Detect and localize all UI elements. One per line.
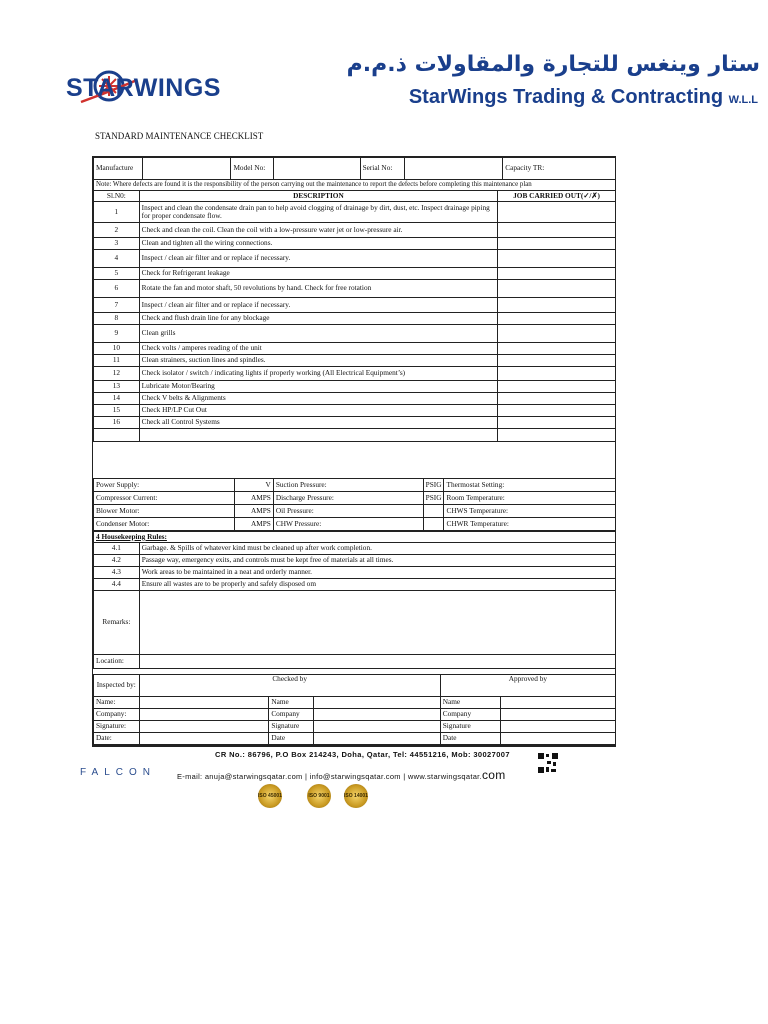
checked-by-label: Checked by [139, 675, 440, 697]
task-row [94, 313, 616, 325]
task-number: 13 [94, 381, 140, 393]
task-number: 16 [94, 417, 140, 429]
housekeeping-table [93, 531, 616, 669]
col-job-header: JOB CARRIED OUT(✓/✗) [498, 191, 616, 202]
rule-text: Work areas to be maintained in a neat and orderly manner. [139, 567, 615, 579]
signoff-row [94, 733, 616, 745]
task-number: 12 [94, 367, 140, 381]
inspected-field-label: Company: [94, 709, 140, 721]
task-row [94, 202, 616, 223]
task-job-checkbox[interactable] [498, 355, 616, 367]
reading-label-3: CHWS Temperature: [444, 505, 616, 518]
reading-unit: AMPS [235, 505, 274, 518]
housekeeping-row [94, 555, 616, 567]
iso-badge-icon: ISO 45001 [258, 784, 282, 808]
task-job-checkbox[interactable] [498, 405, 616, 417]
inspected-field-label: Name: [94, 697, 140, 709]
website-tld[interactable]: com [481, 768, 506, 782]
checked-field-label: Signature [269, 721, 314, 733]
task-description: Rotate the fan and motor shaft, 50 revolutions by hand. Check for free rotation [139, 280, 497, 298]
reading-label-3: Thermostat Setting: [444, 479, 616, 492]
company-name-main: StarWings Trading & Contracting [408, 86, 724, 108]
email-link-1[interactable]: anuja@starwingsqatar.com [204, 772, 303, 781]
signoff-row [94, 697, 616, 709]
email-label: E-mail: [177, 772, 205, 781]
footer-contact [177, 768, 506, 782]
task-number: 4 [94, 250, 140, 268]
task-description: Check for Refrigerant leakage [139, 268, 497, 280]
rule-number: 4.4 [94, 579, 140, 591]
task-number: 6 [94, 280, 140, 298]
task-job-checkbox[interactable] [498, 250, 616, 268]
reading-label: Power Supply: [94, 479, 235, 492]
equipment-info-table [93, 157, 616, 191]
reading-unit-2 [423, 518, 444, 531]
task-row [94, 223, 616, 238]
signoff-row [94, 721, 616, 733]
reading-label: Condenser Motor: [94, 518, 235, 531]
reading-label-2: Oil Pressure: [273, 505, 423, 518]
blank-cell [139, 429, 497, 442]
location-label: Location: [94, 655, 140, 669]
serial-label: Serial No: [360, 158, 404, 180]
location-field[interactable] [139, 655, 615, 669]
approved-field[interactable] [500, 721, 615, 733]
task-row [94, 355, 616, 367]
checked-field[interactable] [313, 709, 440, 721]
inspected-field[interactable] [139, 721, 269, 733]
model-label: Model No: [231, 158, 273, 180]
reading-unit: V [235, 479, 274, 492]
reading-unit: AMPS [235, 518, 274, 531]
task-description: Inspect / clean air filter and or replace if necessary. [139, 250, 497, 268]
footer-divider [92, 746, 616, 747]
checked-field[interactable] [313, 733, 440, 745]
task-number: 3 [94, 238, 140, 250]
task-row [94, 393, 616, 405]
task-job-checkbox[interactable] [498, 325, 616, 343]
checked-field-label: Name [269, 697, 314, 709]
footer-separator: | [302, 772, 310, 781]
reading-unit-2: PSIG [423, 479, 444, 492]
housekeeping-row [94, 579, 616, 591]
task-job-checkbox[interactable] [498, 238, 616, 250]
task-job-checkbox[interactable] [498, 298, 616, 313]
reading-row [94, 479, 616, 492]
task-job-checkbox[interactable] [498, 313, 616, 325]
reading-unit: AMPS [235, 492, 274, 505]
task-description: Clean and tighten all the wiring connections. [139, 238, 497, 250]
reading-row [94, 518, 616, 531]
task-description: Check HP/LP Cut Out [139, 405, 497, 417]
approved-field[interactable] [500, 697, 615, 709]
task-description: Inspect / clean air filter and or replace if necessary. [139, 298, 497, 313]
task-number: 15 [94, 405, 140, 417]
signoff-row [94, 709, 616, 721]
company-name-english [409, 86, 758, 109]
task-row [94, 280, 616, 298]
inspected-by-label: Inspected by: [94, 675, 140, 697]
inspected-field-label: Signature: [94, 721, 140, 733]
reading-unit-2: PSIG [423, 492, 444, 505]
falcon-logo: FALCON [80, 767, 157, 778]
readings-table [93, 478, 616, 531]
qr-code-icon [537, 752, 559, 774]
reading-label: Blower Motor: [94, 505, 235, 518]
task-row [94, 325, 616, 343]
blank-cell [498, 429, 616, 442]
reading-label-2: Discharge Pressure: [273, 492, 423, 505]
task-row [94, 417, 616, 429]
task-number: 2 [94, 223, 140, 238]
col-sl-header: Sl.N0: [94, 191, 140, 202]
task-row [94, 367, 616, 381]
note-text: Note: Where defects are found it is the responsibility of the person carrying out the maintenance to report the defects before completing this maintenance plan [94, 180, 616, 191]
inspected-field[interactable] [139, 733, 269, 745]
task-number: 1 [94, 202, 140, 223]
reading-label-2: CHW Pressure: [273, 518, 423, 531]
document-title: STANDARD MAINTENANCE CHECKLIST [95, 131, 264, 141]
reading-row [94, 492, 616, 505]
company-name-suffix: W.L.L [728, 94, 758, 106]
task-description: Check V belts & Alignments [139, 393, 497, 405]
housekeeping-title: 4 Housekeeping Rules: [94, 532, 616, 543]
task-job-checkbox[interactable] [498, 367, 616, 381]
task-row [94, 381, 616, 393]
task-number: 10 [94, 343, 140, 355]
task-description: Check isolator / switch / indicating lights if properly working (All Electrical Equipment’s) [139, 367, 497, 381]
company-name-arabic: ستار وينغس للتجارة والمقاولات ذ.م.م [346, 52, 760, 77]
task-description: Clean strainers, suction lines and spindles. [139, 355, 497, 367]
task-job-checkbox[interactable] [498, 268, 616, 280]
rule-number: 4.2 [94, 555, 140, 567]
task-number: 11 [94, 355, 140, 367]
task-description: Inspect and clean the condensate drain pan to help avoid clogging of drainage by dirt, dust, etc. Inspect drainage piping for proper condensate flow. [139, 202, 497, 223]
email-link-2[interactable]: info@starwingsqatar.com [309, 772, 401, 781]
rule-text: Passage way, emergency exits, and controls must be kept free of materials at all times. [139, 555, 615, 567]
task-number: 7 [94, 298, 140, 313]
task-job-checkbox[interactable] [498, 393, 616, 405]
task-job-checkbox[interactable] [498, 223, 616, 238]
task-description: Check all Control Systems [139, 417, 497, 429]
checked-field-label: Company [269, 709, 314, 721]
task-number: 8 [94, 313, 140, 325]
checked-field[interactable] [313, 697, 440, 709]
task-row [94, 238, 616, 250]
approved-field[interactable] [500, 709, 615, 721]
rule-number: 4.3 [94, 567, 140, 579]
iso-badge-icon: ISO 14001 [344, 784, 368, 808]
inspected-field[interactable] [139, 709, 269, 721]
checked-field[interactable] [313, 721, 440, 733]
rule-text: Ensure all wastes are to be properly and safely disposed om [139, 579, 615, 591]
task-job-checkbox[interactable] [498, 280, 616, 298]
remarks-label: Remarks: [94, 591, 140, 655]
reading-row [94, 505, 616, 518]
task-description: Check and clean the coil. Clean the coil with a low-pressure water jet or low-pressure air. [139, 223, 497, 238]
capacity-label: Capacity TR: [503, 158, 616, 180]
model-field[interactable] [273, 158, 360, 180]
reading-label-3: Room Temperature: [444, 492, 616, 505]
reading-label-2: Suction Pressure: [273, 479, 423, 492]
task-job-checkbox[interactable] [498, 202, 616, 223]
inspected-field[interactable] [139, 697, 269, 709]
task-number: 9 [94, 325, 140, 343]
logo-wordmark: STARWINGS [66, 74, 221, 102]
approved-field-label: Company [440, 709, 500, 721]
rule-number: 4.1 [94, 543, 140, 555]
blank-cell [94, 429, 140, 442]
checked-field-label: Date [269, 733, 314, 745]
website-link[interactable]: www.starwingsqatar. [407, 772, 482, 781]
serial-field[interactable] [404, 158, 502, 180]
task-row [94, 250, 616, 268]
reading-label-3: CHWR Temperature: [444, 518, 616, 531]
footer-company-info: CR No.: 86796, P.O Box 214243, Doha, Qatar, Tel: 44551216, Mob: 30027007 [215, 750, 510, 759]
reading-unit-2 [423, 505, 444, 518]
task-description: Check and flush drain line for any blockage [139, 313, 497, 325]
task-row [94, 298, 616, 313]
task-description: Clean grills [139, 325, 497, 343]
manufacture-field[interactable] [142, 158, 231, 180]
task-description: Check volts / amperes reading of the unit [139, 343, 497, 355]
footer-separator: | [400, 772, 408, 781]
housekeeping-row [94, 567, 616, 579]
task-job-checkbox[interactable] [498, 343, 616, 355]
task-number: 5 [94, 268, 140, 280]
rule-text: Garbage. & Spills of whatever kind must be cleaned up after work completion. [139, 543, 615, 555]
task-description: Lubricate Motor/Bearing [139, 381, 497, 393]
task-row [94, 405, 616, 417]
iso-badge-icon: ISO 9001 [307, 784, 331, 808]
approved-field-label: Date [440, 733, 500, 745]
task-row [94, 268, 616, 280]
task-row [94, 343, 616, 355]
reading-label: Compressor Current: [94, 492, 235, 505]
approved-by-label: Approved by [440, 675, 615, 697]
task-number: 14 [94, 393, 140, 405]
manufacture-label: Manufacture [94, 158, 143, 180]
approved-field-label: Signature [440, 721, 500, 733]
task-job-checkbox[interactable] [498, 417, 616, 429]
task-table [93, 190, 616, 442]
approved-field[interactable] [500, 733, 615, 745]
col-description-header: DESCRIPTION [139, 191, 497, 202]
housekeeping-row [94, 543, 616, 555]
inspected-field-label: Date: [94, 733, 140, 745]
task-job-checkbox[interactable] [498, 381, 616, 393]
signoff-table [93, 674, 616, 745]
approved-field-label: Name [440, 697, 500, 709]
remarks-field[interactable] [139, 591, 615, 655]
